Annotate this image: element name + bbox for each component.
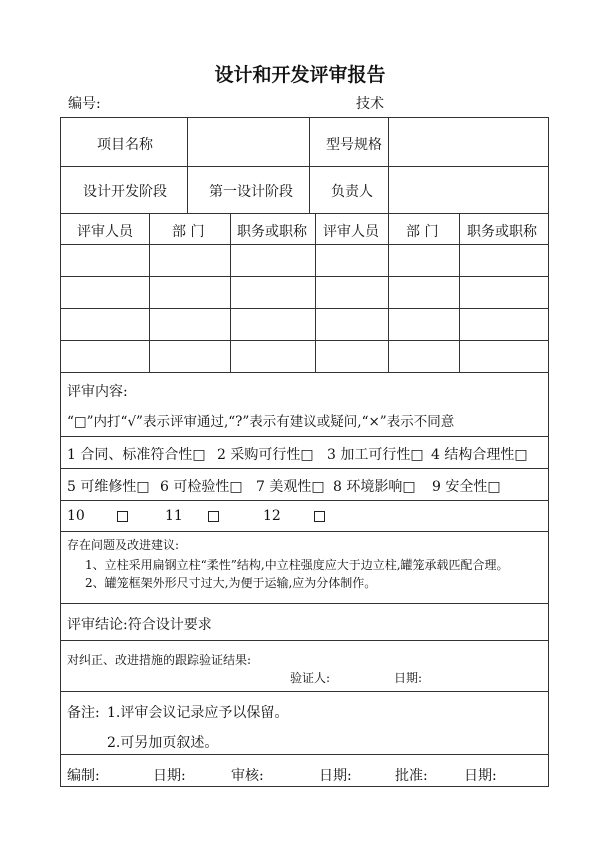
check-item: 3 加工可行性□ <box>327 447 424 463</box>
check-item-number: 11 <box>165 508 183 524</box>
model-spec-label: 型号规格 <box>326 137 382 153</box>
row-divider <box>61 244 548 245</box>
col-divider <box>388 118 389 213</box>
review-form-table <box>60 117 549 787</box>
check-item: 8 环境影响□ <box>333 479 416 495</box>
issues-label: 存在问题及改进建议: <box>67 538 180 552</box>
col-divider <box>309 118 310 213</box>
row-divider <box>61 436 548 437</box>
reviewer-sign-label: 审核: <box>231 768 264 784</box>
followup-label: 对纠正、改进措施的跟踪验证结果: <box>67 653 252 667</box>
followup-date-label: 日期: <box>394 671 423 685</box>
number-label: 编号: <box>68 96 101 112</box>
check-item-number: 12 <box>263 508 281 524</box>
department-header: 部 门 <box>406 224 439 240</box>
check-item: 4 结构合理性□ <box>431 447 528 463</box>
row-divider <box>61 468 548 469</box>
note-item: 1.评审会议记录应予以保留。 <box>107 705 289 721</box>
checkbox[interactable] <box>314 511 325 522</box>
title-header: 职务或职称 <box>467 224 537 240</box>
notes-label: 备注: <box>67 705 100 721</box>
issue-item: 2、罐笼框架外形尺寸过大,为便于运输,应为分体制作。 <box>85 576 377 590</box>
verifier-label: 验证人: <box>290 671 331 685</box>
row-divider <box>61 531 548 532</box>
check-item-number: 10 <box>67 508 85 524</box>
approver-label: 批准: <box>395 768 428 784</box>
page-title: 设计和开发评审报告 <box>214 64 386 86</box>
stage-label: 设计开发阶段 <box>83 184 167 200</box>
row-divider <box>61 640 548 641</box>
row-divider <box>61 213 548 214</box>
checkbox[interactable] <box>208 511 219 522</box>
note-item: 2.可另加页叙述。 <box>107 735 219 751</box>
col-divider <box>459 213 460 372</box>
row-divider <box>61 603 548 604</box>
issue-item: 1、立柱采用扁钢立柱“柔性”结构,中立柱强度应大于边立柱,罐笼承载匹配合理。 <box>85 558 509 572</box>
review-conclusion: 评审结论:符合设计要求 <box>67 617 212 633</box>
check-item: 2 采购可行性□ <box>217 447 314 463</box>
col-divider <box>149 213 150 372</box>
check-item: 7 美观性□ <box>256 479 325 495</box>
compiler-label: 编制: <box>67 768 100 784</box>
col-divider <box>187 118 188 213</box>
checkbox[interactable] <box>117 511 128 522</box>
reviewer-header: 评审人员 <box>77 224 133 240</box>
review-date-label: 日期: <box>319 768 352 784</box>
col-divider <box>315 213 316 372</box>
department-header: 部 门 <box>172 224 205 240</box>
department-label: 技术 <box>356 96 384 112</box>
row-divider <box>61 308 548 309</box>
row-divider <box>61 500 548 501</box>
row-divider <box>61 276 548 277</box>
review-instruction: “□”内打“√”表示评审通过,“?”表示有建议或疑问,“×”表示不同意 <box>67 414 455 430</box>
col-divider <box>230 213 231 372</box>
check-item: 5 可维修性□ <box>67 479 150 495</box>
col-divider <box>388 213 389 372</box>
owner-label: 负责人 <box>331 184 373 200</box>
stage-value: 第一设计阶段 <box>209 184 293 200</box>
reviewer-header: 评审人员 <box>323 224 379 240</box>
title-header: 职务或职称 <box>237 224 307 240</box>
row-divider <box>61 166 548 167</box>
compile-date-label: 日期: <box>153 768 186 784</box>
approve-date-label: 日期: <box>464 768 497 784</box>
row-divider <box>61 340 548 341</box>
check-item: 6 可检验性□ <box>160 479 243 495</box>
row-divider <box>61 372 548 373</box>
check-item: 9 安全性□ <box>432 479 501 495</box>
review-content-label: 评审内容: <box>67 384 128 400</box>
check-item: 1 合同、标准符合性□ <box>67 447 206 463</box>
project-name-label: 项目名称 <box>97 137 153 153</box>
row-divider <box>61 691 548 692</box>
row-divider <box>61 754 548 755</box>
